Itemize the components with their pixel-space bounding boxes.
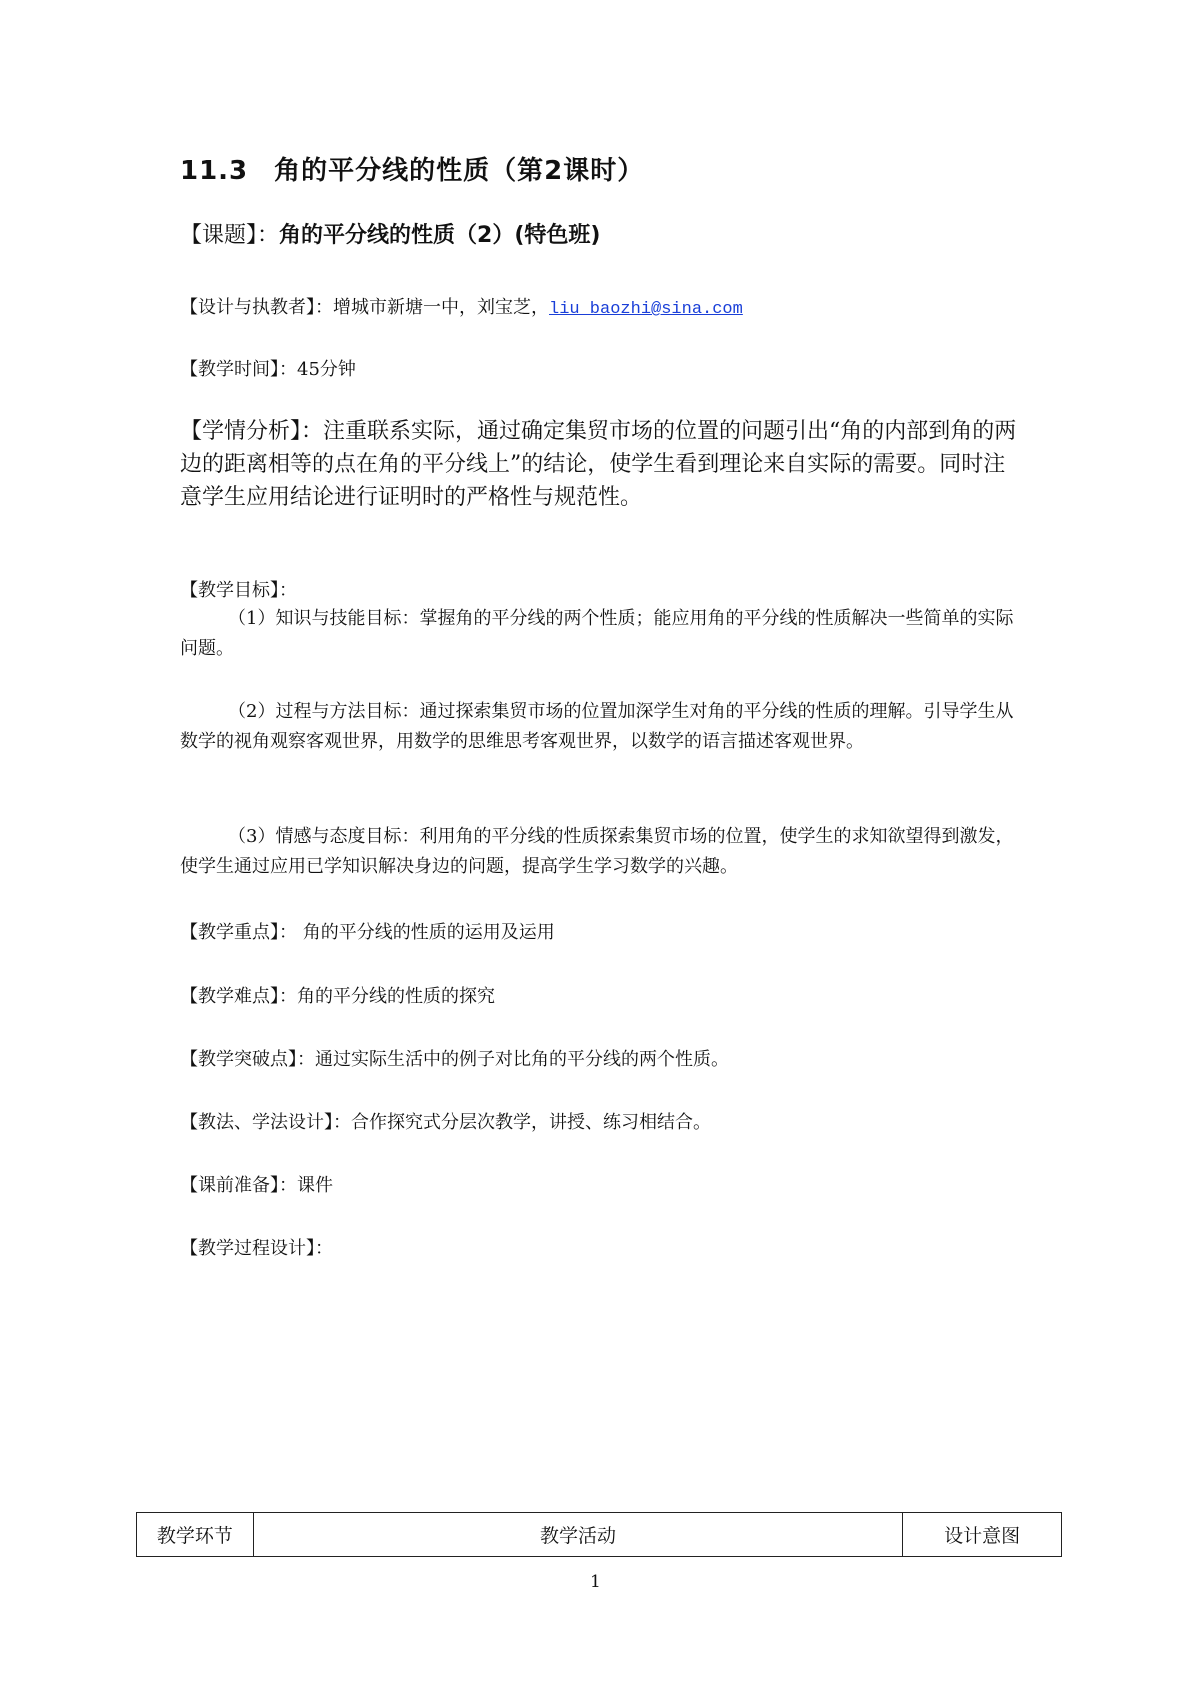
key-point-label: 【教学重点】： xyxy=(180,922,297,943)
time-value: 45分钟 xyxy=(297,359,356,380)
time-label: 【教学时间】： xyxy=(180,359,297,380)
objective-item-3-text: （3）情感与态度目标：利用角的平分线的性质探索集贸市场的位置，使学生的求知欲望得到激发，使学生通过应用已学知识解决身边的问题，提高学生学习数学的兴趣。 xyxy=(180,826,1014,877)
designer-label: 【设计与执教者】： xyxy=(180,297,333,318)
methods-label: 【教法、学法设计】： xyxy=(180,1112,351,1133)
designer-email-link[interactable]: liu_baozhi@sina.com xyxy=(549,300,743,319)
designer-value: 增城市新塘一中，刘宝芝， xyxy=(333,297,549,318)
key-point-line xyxy=(180,918,555,944)
methods-value: 合作探究式分层次教学，讲授、练习相结合。 xyxy=(351,1112,711,1133)
preparation-label: 【课前准备】： xyxy=(180,1175,297,1196)
process-table xyxy=(136,1512,1062,1557)
title-number: 11.3 xyxy=(180,156,249,186)
objective-item-2 xyxy=(180,697,1020,757)
difficulty-value: 角的平分线的性质的探究 xyxy=(297,986,495,1007)
header-stage: 教学环节 xyxy=(137,1513,254,1557)
difficulty-label: 【教学难点】： xyxy=(180,986,297,1007)
objective-item-3 xyxy=(180,822,1020,882)
objectives-label: 【教学目标】： xyxy=(180,580,297,601)
objective-item-2-text: （2）过程与方法目标：通过探索集贸市场的位置加深学生对角的平分线的性质的理解。引导学生从数学的视角观察客观世界，用数学的思维思考客观世界，以数学的语言描述客观世界。 xyxy=(180,701,1014,752)
key-point-value: 角的平分线的性质的运用及运用 xyxy=(297,922,555,943)
preparation-line xyxy=(180,1171,333,1197)
table-header-row xyxy=(137,1513,1062,1557)
breakthrough-value: 通过实际生活中的例子对比角的平分线的两个性质。 xyxy=(315,1049,729,1070)
analysis-label: 【学情分析】： xyxy=(180,419,324,444)
subject-line xyxy=(180,218,600,249)
subject-label: 【课题】： xyxy=(180,223,280,248)
process-label: 【教学过程设计】： xyxy=(180,1238,333,1259)
page-number: 1 xyxy=(590,1572,601,1592)
analysis-value: 注重联系实际，通过确定集贸市场的位置的问题引出“角的内部到角的两边的距离相等的点在角的平分线上”的结论，使学生看到理论来自实际的需要。同时注意学生应用结论进行证明时的严格性与规范性。 xyxy=(180,419,1017,510)
breakthrough-line xyxy=(180,1045,729,1071)
header-intent: 设计意图 xyxy=(903,1513,1062,1557)
page-title xyxy=(180,150,644,187)
preparation-value: 课件 xyxy=(297,1175,333,1196)
difficulty-line xyxy=(180,982,495,1008)
objective-item-1-text: （1）知识与技能目标：掌握角的平分线的两个性质；能应用角的平分线的性质解决一些简单的实际问题。 xyxy=(180,608,1014,659)
objective-item-1 xyxy=(180,604,1020,664)
time-line xyxy=(180,355,356,381)
breakthrough-label: 【教学突破点】： xyxy=(180,1049,315,1070)
analysis-paragraph xyxy=(180,415,1020,514)
subject-value: 角的平分线的性质（2）(特色班) xyxy=(279,223,601,248)
designer-line xyxy=(180,293,743,319)
title-text: 角的平分线的性质（第2课时） xyxy=(274,156,645,186)
methods-line xyxy=(180,1108,711,1134)
header-activity: 教学活动 xyxy=(253,1513,903,1557)
